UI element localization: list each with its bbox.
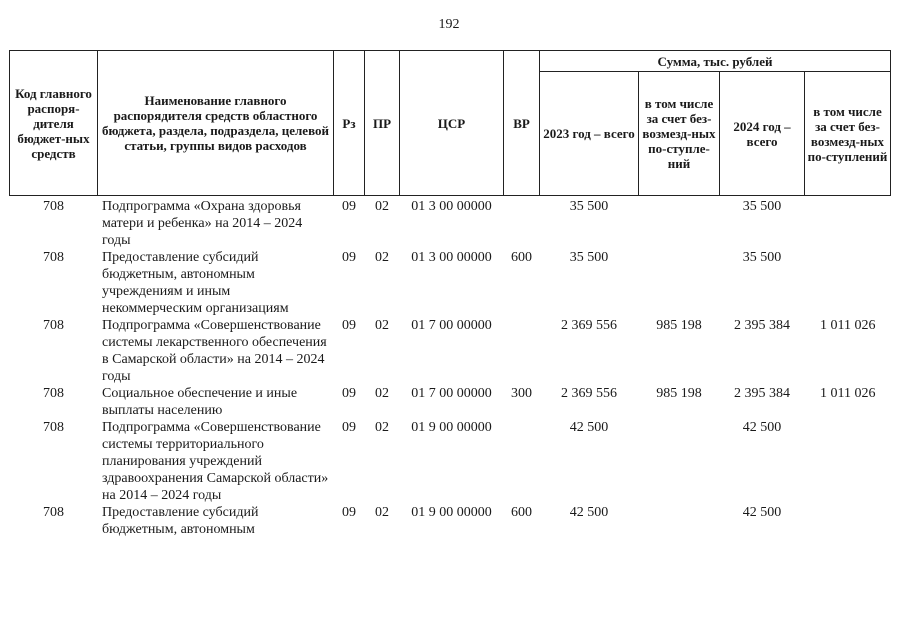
table-row	[10, 385, 891, 419]
table-row	[10, 196, 891, 250]
cell-pr: 02	[375, 250, 389, 265]
cell-code: 708	[43, 386, 64, 401]
cell-rz: 09	[342, 505, 356, 520]
cell-2023-total: 2 369 556	[561, 386, 617, 401]
cell-2023-total: 35 500	[569, 199, 609, 214]
cell-2024-total: 35 500	[742, 199, 782, 214]
cell-rz: 09	[342, 250, 356, 265]
cell-name: Подпрограмма «Совершенствование системы лекарственного обеспечения в Самарской области» на 2014 – 2024 годы	[102, 318, 327, 384]
cell-csr: 01 7 00 00000	[411, 386, 492, 401]
cell-csr: 01 3 00 00000	[411, 250, 492, 265]
table-body	[10, 196, 891, 539]
cell-pr: 02	[375, 318, 389, 333]
cell-name: Подпрограмма «Совершенствование системы территориального планирования учреждений здравоохранения Самарской области» на 2014 – 2024 годы	[102, 420, 329, 503]
cell-name: Социальное обеспечение и иные выплаты населению	[102, 386, 298, 418]
cell-2023-gratis: 985 198	[656, 318, 702, 333]
cell-2024-gratis: 1 011 026	[820, 386, 876, 401]
cell-2023-total: 42 500	[569, 505, 609, 520]
table-row	[10, 317, 891, 385]
header-csr: ЦСР	[400, 51, 504, 196]
cell-2024-total: 42 500	[742, 505, 782, 520]
header-2023-total: 2023 год – всего	[540, 72, 639, 196]
header-pr: ПР	[365, 51, 400, 196]
cell-2023-gratis	[639, 419, 720, 504]
cell-vr	[504, 196, 540, 250]
cell-2024-gratis	[805, 504, 891, 538]
cell-name: Подпрограмма «Охрана здоровья матери и ребенка» на 2014 – 2024 годы	[102, 199, 303, 248]
cell-vr: 600	[511, 250, 532, 265]
table-row	[10, 419, 891, 504]
budget-table	[9, 50, 891, 538]
cell-code: 708	[43, 250, 64, 265]
header-2024-gratis: в том числе за счет без-возмезд-ных по-ступлений	[805, 72, 891, 196]
cell-csr: 01 3 00 00000	[411, 199, 492, 214]
cell-2024-gratis	[805, 419, 891, 504]
header-vr: ВР	[504, 51, 540, 196]
cell-rz: 09	[342, 420, 356, 435]
cell-pr: 02	[375, 199, 389, 214]
cell-2023-total: 35 500	[569, 250, 609, 265]
cell-pr: 02	[375, 420, 389, 435]
cell-2023-gratis: 985 198	[656, 386, 702, 401]
cell-rz: 09	[342, 318, 356, 333]
cell-code: 708	[43, 199, 64, 214]
table-row	[10, 504, 891, 538]
cell-csr: 01 9 00 00000	[411, 505, 492, 520]
cell-2023-total: 2 369 556	[561, 318, 617, 333]
header-name: Наименование главного распорядителя средств областного бюджета, раздела, подраздела, целевой статьи, группы видов расходов	[98, 51, 334, 196]
cell-vr	[504, 317, 540, 385]
cell-2024-total: 2 395 384	[734, 318, 790, 333]
cell-code: 708	[43, 420, 64, 435]
cell-2024-total: 2 395 384	[734, 386, 790, 401]
cell-csr: 01 7 00 00000	[411, 318, 492, 333]
table-row	[10, 249, 891, 317]
cell-code: 708	[43, 318, 64, 333]
cell-2023-gratis	[639, 249, 720, 317]
cell-rz: 09	[342, 199, 356, 214]
cell-vr	[504, 419, 540, 504]
cell-code: 708	[43, 505, 64, 520]
cell-pr: 02	[375, 505, 389, 520]
page-number: 192	[438, 17, 460, 32]
header-2024-total: 2024 год – всего	[720, 72, 805, 196]
cell-2023-gratis	[639, 196, 720, 250]
cell-2023-gratis	[639, 504, 720, 538]
cell-2024-gratis	[805, 249, 891, 317]
cell-csr: 01 9 00 00000	[411, 420, 492, 435]
header-sum: Сумма, тыс. рублей	[540, 51, 891, 72]
cell-2024-total: 35 500	[742, 250, 782, 265]
cell-vr: 600	[511, 505, 532, 520]
cell-vr: 300	[511, 386, 532, 401]
cell-2023-total: 42 500	[569, 420, 609, 435]
cell-name: Предоставление субсидий бюджетным, автономным учреждениям и иным некоммерческим организациям	[102, 250, 289, 316]
header-2023-gratis: в том числе за счет без-возмезд-ных по-ступле-ний	[639, 72, 720, 196]
cell-2024-total: 42 500	[742, 420, 782, 435]
header-rz: Рз	[334, 51, 365, 196]
cell-rz: 09	[342, 386, 356, 401]
header-code: Код главного распоря-дителя бюджет-ных средств	[10, 51, 98, 196]
cell-name: Предоставление субсидий бюджетным, автономным	[102, 505, 259, 537]
cell-pr: 02	[375, 386, 389, 401]
cell-2024-gratis: 1 011 026	[820, 318, 876, 333]
cell-2024-gratis	[805, 196, 891, 250]
